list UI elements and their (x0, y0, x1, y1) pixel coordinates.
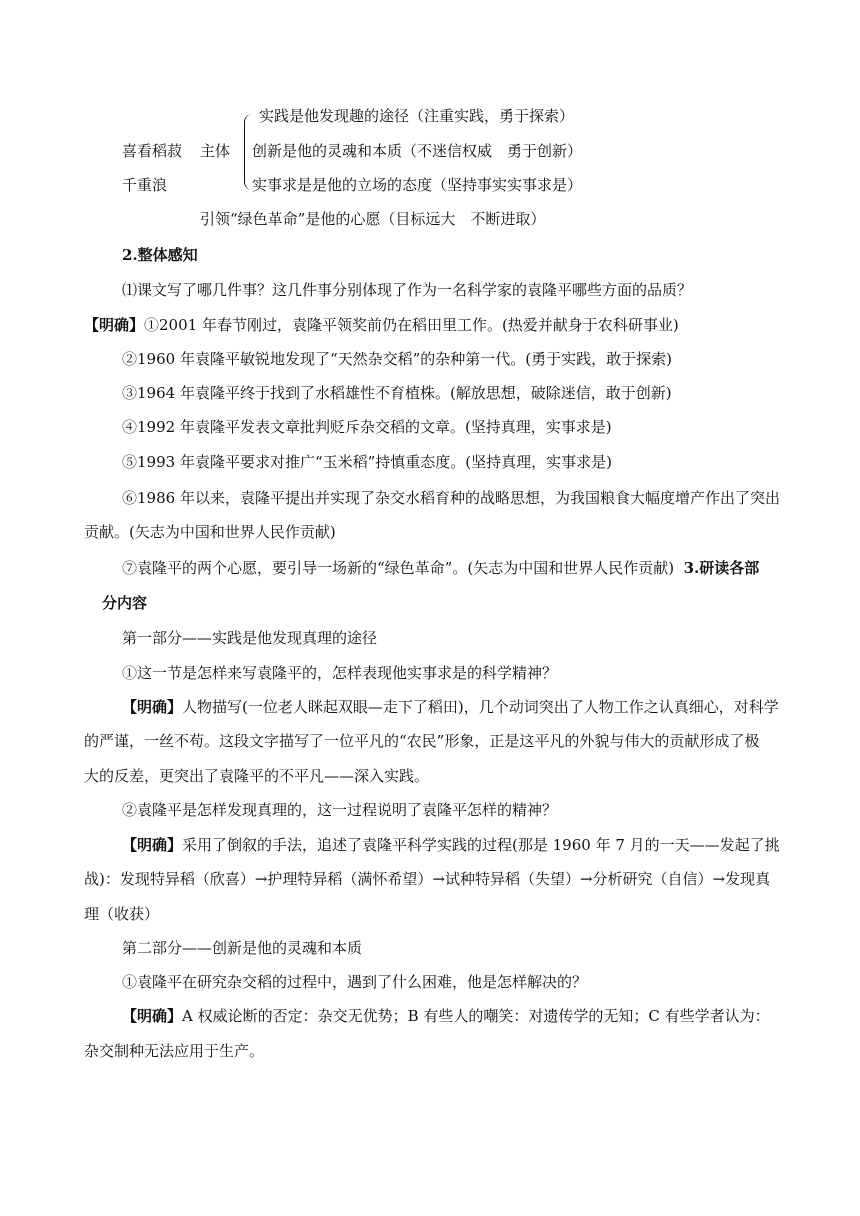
answer-item-3: ③1964 年袁隆平终于找到了水稻雄性不育植株。(解放思想，破除迷信，敢于创新) (122, 384, 672, 402)
part1-title: 第一部分——实践是他发现真理的途径 (122, 629, 378, 647)
part2-title: 第二部分——创新是他的灵魂和本质 (122, 939, 363, 957)
diagram-title-line1: 喜看稻菽 (122, 142, 183, 160)
answer-item-6-line1: ⑥1986 年以来，袁隆平提出并实现了杂交水稻育种的战略思想，为我国粮食大幅度增产作出了突出 (122, 489, 780, 507)
answer-item-2: ②1960 年袁隆平敏锐地发现了“天然杂交稻”的杂种第一代。(勇于实践，敢于探索) (122, 350, 672, 368)
part1-answer-1-line1 (122, 697, 779, 717)
answer-item-1: ①2001 年春节刚过，袁隆平领奖前仍在稻田里工作。(热爱并献身于农科研事业) (144, 316, 679, 334)
question-1: ⑴课文写了哪几件事？这几件事分别体现了作为一名科学家的袁隆平哪些方面的品质？ (122, 281, 693, 299)
part2-question-1: ①袁隆平在研究杂交稻的过程中，遇到了什么困难，他是怎样解决的？ (122, 973, 588, 991)
diagram-row-green-revolution: 引领“绿色革命”是他的心愿（目标远大 不断进取） (200, 210, 546, 228)
section-heading-3-part2: 分内容 (102, 594, 148, 612)
part1-answer-1-line3: 大的反差，更突出了袁隆平的不平凡——深入实践。 (84, 767, 430, 785)
section-heading: 2.整体感知 (122, 246, 198, 264)
part2-answer-1-line2: 杂交制种无法应用于生产。 (84, 1042, 265, 1060)
part1-answer-1-text1: 人物描写(一位老人眯起双眼—走下了稻田)，几个动词突出了人物工作之认真细心，对科学 (182, 698, 779, 716)
answer-label: 【明确】 (122, 1007, 183, 1025)
diagram-row-practice: 实践是他发现趣的途径（注重实践，勇于探索） (259, 107, 575, 125)
part1-answer-2-line1 (122, 835, 780, 855)
part1-question-1: ①这一节是怎样来写袁隆平的，怎样表现他实事求是的科学精神？ (122, 664, 558, 682)
part2-answer-1-text1: A 权威论断的否定：杂交无优势；B 有些人的嘲笑：对遗传学的无知；C 有些学者认为： (182, 1007, 770, 1025)
part1-answer-2-text1: 采用了倒叙的手法，追述了袁隆平科学实践的过程(那是 1960 年 7 月的一天——发起了挑 (182, 836, 780, 854)
answer-line-1 (84, 315, 679, 335)
answer-item-6-line2: 贡献。(矢志为中国和世界人民作贡献) (84, 523, 336, 541)
answer-item-5: ⑤1993 年袁隆平要求对推广“玉米稻”持慎重态度。(坚持真理，实事求是) (122, 453, 612, 471)
answer-label: 【明确】 (122, 836, 183, 854)
diagram-row-innovation: 创新是他的灵魂和本质（不迷信权威 勇于创新） (252, 142, 583, 160)
diagram-title-line2: 千重浪 (122, 176, 168, 194)
part2-answer-1-line1 (122, 1006, 770, 1026)
diagram-row-truth: 实事求是是他的立场的态度（坚持事实实事求是） (252, 176, 583, 194)
part1-answer-2-line3: 理（收获） (84, 905, 160, 923)
answer-item-7-line (122, 558, 759, 578)
diagram-subject-label: 主体 (200, 142, 231, 160)
answer-label: 【明确】 (122, 698, 183, 716)
part1-answer-1-line2: 的严谨，一丝不苟。这段文字描写了一位平凡的“农民”形象，正是这平凡的外貌与伟大的贡献形成了极 (84, 732, 760, 750)
part1-answer-2-line2: 战)：发现特异稻（欣喜）→护理特异稻（满怀希望）→试种特异稻（失望）→分析研究（自信）→发现真 (84, 870, 771, 888)
answer-item-7: ⑦袁隆平的两个心愿，要引导一场新的“绿色革命”。(矢志为中国和世界人民作贡献) (122, 559, 675, 577)
section-heading-3-part1: 3.研读各部 (683, 559, 760, 577)
answer-item-4: ④1992 年袁隆平发表文章批判贬斥杂交稻的文章。(坚持真理，实事求是) (122, 418, 612, 436)
answer-label: 【明确】 (84, 316, 145, 334)
part1-question-2: ②袁隆平是怎样发现真理的，这一过程说明了袁隆平怎样的精神？ (122, 801, 558, 819)
